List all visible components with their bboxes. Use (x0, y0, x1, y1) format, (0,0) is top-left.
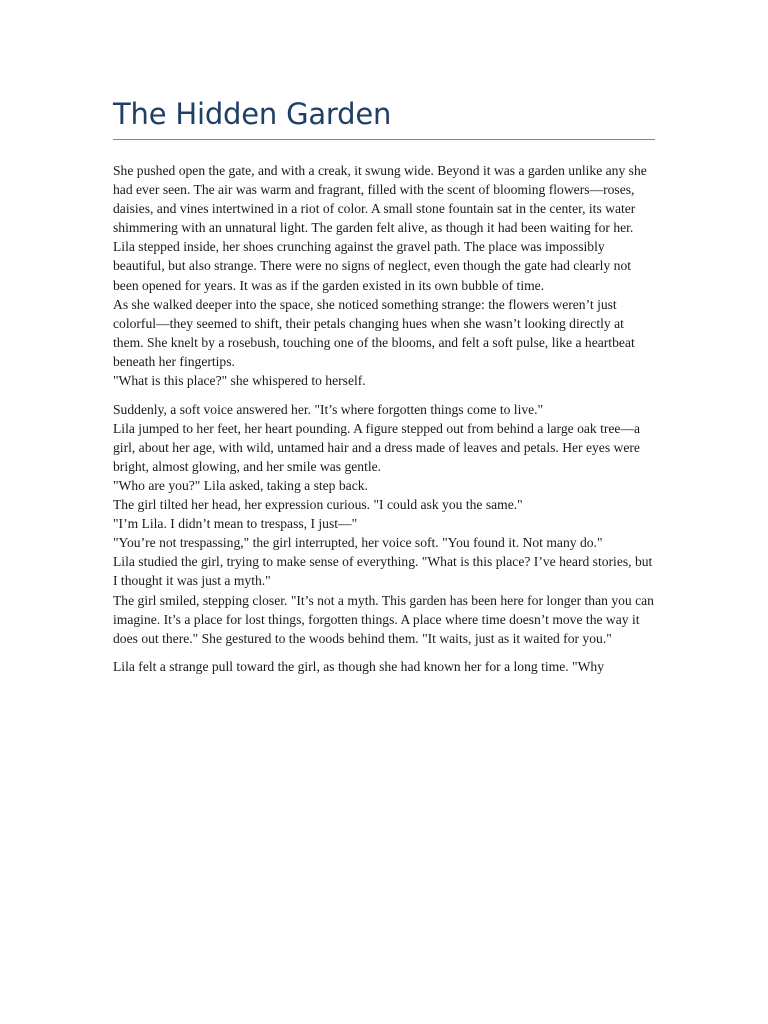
paragraph-gap (113, 648, 655, 658)
paragraph: Lila studied the girl, trying to make sense of everything. "What is this place? I’ve heard stories, but I thought it was just a myth." (113, 554, 653, 589)
paragraph: The girl smiled, stepping closer. "It’s not a myth. This garden has been here for longer than you can imagine. It’s a place for lost things, forgotten things. A place where time doesn’t move the way it does out there." She gestured to the woods behind them. "It waits, just as it waited for you." (113, 592, 654, 646)
paragraph: Lila stepped inside, her shoes crunching against the gravel path. The place was impossibly beautiful, but also strange. There were no signs of neglect, even though the gate had clearly not been opened for years. It was as if the garden existed in its own bubble of time. (113, 239, 632, 293)
paragraph: "I’m Lila. I didn’t mean to trespass, I just—" (113, 516, 358, 532)
paragraph: The girl tilted her head, her expression curious. "I could ask you the same." (113, 497, 523, 513)
paragraph: Suddenly, a soft voice answered her. "It’s where forgotten things come to live." (113, 401, 544, 417)
title-underline (113, 139, 655, 140)
paragraph: "You’re not trespassing," the girl interrupted, her voice soft. "You found it. Not many do." (113, 535, 603, 551)
paragraph: As she walked deeper into the space, she noticed something strange: the flowers weren’t just colorful—they seemed to shift, their petals changing hues when she wasn’t looking directly at them. She knelt by a rosebush, touching one of the blooms, and felt a soft pulse, like a heartbeat beneath her fingertips. (113, 296, 635, 369)
paragraph: She pushed open the gate, and with a creak, it swung wide. Beyond it was a garden unlike any she had ever seen. The air was warm and fragrant, filled with the scent of blooming flowers—roses, daisies, and vines intertwined in a riot of color. A small stone fountain sat in the center, its water shimmering with an unnatural light. The garden felt alive, as though it had been waiting for her. (113, 163, 647, 236)
document-page (113, 94, 655, 676)
paragraph: Lila jumped to her feet, her heart pounding. A figure stepped out from behind a large oak tree—a girl, about her age, with wild, untamed hair and a dress made of leaves and petals. Her eyes were bright, almost glowing, and her smile was gentle. (113, 420, 641, 474)
paragraph-gap (113, 390, 655, 400)
paragraph: Lila felt a strange pull toward the girl, as though she had known her for a long time. "Why (113, 659, 605, 675)
document-body (113, 161, 655, 676)
document-title: The Hidden Garden (113, 97, 392, 131)
paragraph: "What is this place?" she whispered to herself. (113, 373, 366, 389)
paragraph: "Who are you?" Lila asked, taking a step back. (113, 478, 368, 493)
